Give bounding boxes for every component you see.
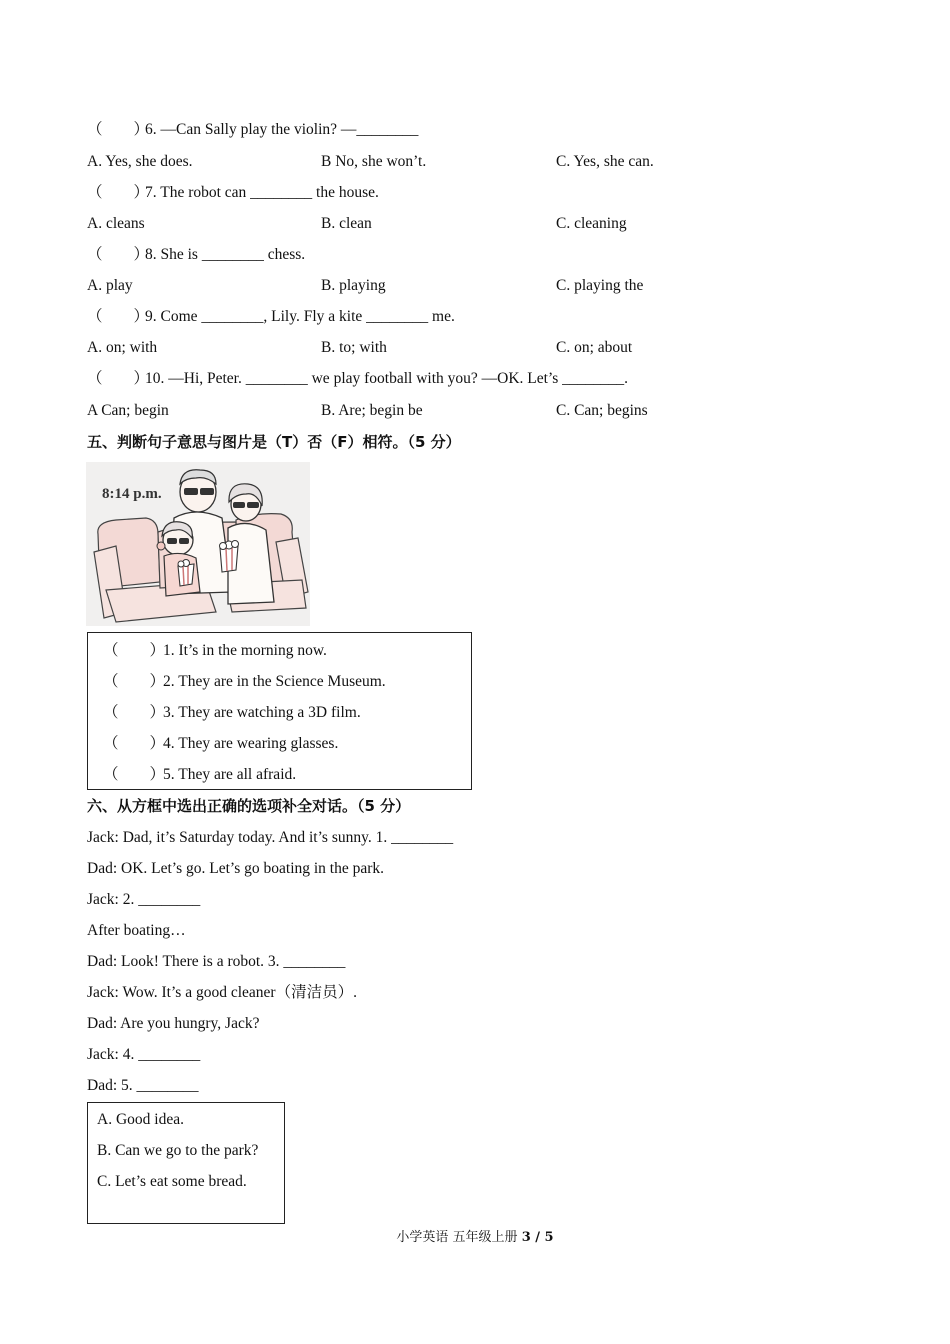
page-total: 5	[544, 1230, 554, 1245]
answer-paren[interactable]: （ ）	[87, 370, 150, 387]
judgement-box	[87, 632, 472, 790]
options-box	[87, 1102, 285, 1224]
judgement-item	[103, 703, 361, 723]
option-a: A. cleans	[87, 215, 145, 232]
option-c: C. playing the	[556, 277, 644, 294]
option-b: B. Are; begin be	[321, 402, 423, 419]
dialogue-line: Dad: 5. ________	[87, 1077, 199, 1094]
judgement-text: 4. They are wearing glasses.	[163, 735, 339, 752]
page-footer	[0, 1226, 950, 1245]
answer-paren[interactable]: （ ）	[103, 704, 166, 721]
dialogue-line: Jack: 2. ________	[87, 891, 201, 908]
option-a: A. on; with	[87, 339, 158, 356]
answer-paren[interactable]: （ ）	[103, 642, 166, 659]
answer-paren[interactable]: （ ）	[103, 766, 166, 783]
option-b: B. playing	[321, 277, 386, 294]
answer-paren[interactable]: （ ）	[87, 308, 150, 325]
option-c: C. cleaning	[556, 215, 627, 232]
dialogue-line: After boating…	[87, 922, 186, 939]
judgement-text: 2. They are in the Science Museum.	[163, 673, 386, 690]
answer-paren[interactable]: （ ）	[87, 246, 150, 263]
option-c: C. Can; begins	[556, 402, 648, 419]
judgement-text: 3. They are watching a 3D film.	[163, 704, 361, 721]
section-5-title: 五、判断句子意思与图片是（T）否（F）相符。（5 分）	[87, 433, 461, 451]
page-separator: /	[530, 1230, 545, 1245]
option-a: A Can; begin	[87, 402, 169, 419]
option-a: A. Yes, she does.	[87, 153, 193, 170]
question-text: 10. —Hi, Peter. ________ we play football with you? —OK. Let’s ________.	[145, 370, 629, 387]
option-b: B. to; with	[321, 339, 387, 356]
judgement-item	[103, 641, 327, 661]
judgement-item	[103, 765, 296, 785]
answer-paren[interactable]: （ ）	[103, 735, 166, 752]
option-b: B. Can we go to the park?	[97, 1142, 259, 1159]
section-6-title: 六、从方框中选出正确的选项补全对话。（5 分）	[87, 797, 411, 815]
dialogue-line: Jack: Wow. It’s a good cleaner（清洁员）.	[87, 984, 357, 1001]
answer-paren[interactable]: （ ）	[87, 121, 150, 138]
dialogue-line: Jack: 4. ________	[87, 1046, 201, 1063]
footer-label: 小学英语 五年级上册	[396, 1230, 518, 1245]
option-c: C. Yes, she can.	[556, 153, 654, 170]
answer-paren[interactable]: （ ）	[87, 184, 150, 201]
family-cinema-illustration	[86, 462, 310, 626]
question-text: 9. Come ________, Lily. Fly a kite ________ me.	[145, 308, 455, 325]
judgement-item	[103, 672, 386, 692]
dialogue-line: Dad: OK. Let’s go. Let’s go boating in the park.	[87, 860, 385, 877]
judgement-item	[103, 734, 338, 754]
dialogue-line: Dad: Are you hungry, Jack?	[87, 1015, 260, 1032]
option-c: C. on; about	[556, 339, 633, 356]
option-b: B No, she won’t.	[321, 153, 427, 170]
page-number: 3	[521, 1230, 531, 1245]
picture-time-label: 8:14 p.m.	[102, 486, 162, 502]
option-a: A. play	[87, 277, 133, 294]
judgement-text: 5. They are all afraid.	[163, 766, 297, 783]
family-cinema-picture	[86, 462, 310, 626]
option-a: A. Good idea.	[97, 1111, 184, 1128]
question-text: 6. —Can Sally play the violin? —________	[145, 121, 419, 138]
dialogue-line: Jack: Dad, it’s Saturday today. And it’s sunny. 1. ________	[87, 829, 454, 846]
question-text: 7. The robot can ________ the house.	[145, 184, 379, 201]
question-text: 8. She is ________ chess.	[145, 246, 306, 263]
judgement-text: 1. It’s in the morning now.	[163, 642, 327, 659]
option-b: B. clean	[321, 215, 372, 232]
dialogue-line: Dad: Look! There is a robot. 3. ________	[87, 953, 346, 970]
answer-paren[interactable]: （ ）	[103, 673, 166, 690]
option-c: C. Let’s eat some bread.	[97, 1173, 247, 1190]
